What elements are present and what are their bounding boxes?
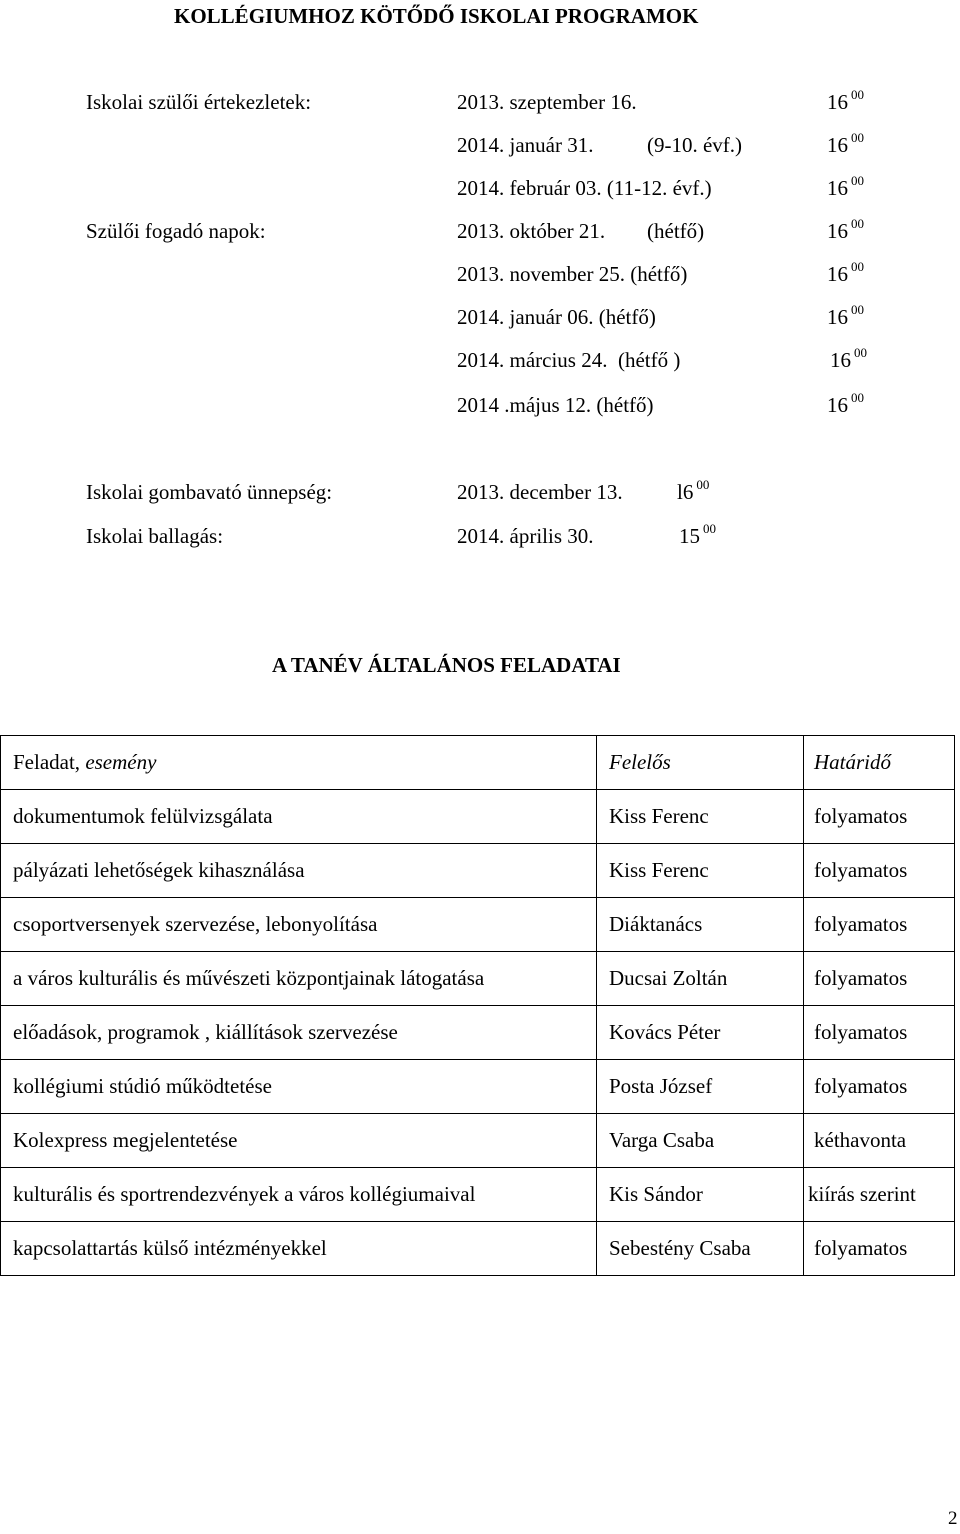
parent-meeting-date: 2014. február 03. (11-12. évf.) (457, 176, 712, 200)
reception-day-date: 2014 .május 12. (hétfő) (457, 393, 654, 417)
responsible-cell: Diáktanács (597, 898, 804, 952)
parent-meeting-time: 16 $^{00}$ (827, 130, 864, 157)
responsible-cell: Varga Csaba (597, 1114, 804, 1168)
deadline-cell: folyamatos (804, 1060, 955, 1114)
event-date: 2014. április 30. (457, 524, 594, 548)
deadline-cell: folyamatos (804, 1222, 955, 1276)
deadline-cell: folyamatos (804, 790, 955, 844)
task-cell: pályázati lehetőségek kihasználása (1, 844, 597, 898)
reception-day-time: 16 $^{00}$ (827, 216, 864, 243)
table-row (1, 1060, 955, 1114)
table-row (1, 952, 955, 1006)
table-row (1, 898, 955, 952)
table-row (1, 1222, 955, 1276)
parent-meeting-date: 2013. szeptember 16. (457, 90, 637, 114)
table-row (1, 1006, 955, 1060)
table-row (1, 1114, 955, 1168)
tasks-table (0, 735, 955, 1276)
deadline-column-header: Határidő (804, 736, 955, 790)
event-time: l6 $^{00}$ (677, 477, 710, 504)
responsible-cell: Kiss Ferenc (597, 790, 804, 844)
table-row (1, 1168, 955, 1222)
task-cell: kulturális és sportrendezvények a város kollégiumaival (1, 1168, 597, 1222)
deadline-cell: kiírás szerint (804, 1168, 955, 1222)
task-cell: a város kulturális és művészeti központjainak látogatása (1, 952, 597, 1006)
deadline-cell: folyamatos (804, 952, 955, 1006)
reception-day-date: 2014. március 24. (hétfő ) (457, 348, 681, 372)
parent-meeting-time: 16 $^{00}$ (827, 173, 864, 200)
tasks-heading: A TANÉV ÁLTALÁNOS FELADATAI (272, 653, 621, 677)
responsible-cell: Kis Sándor (597, 1168, 804, 1222)
table-header-row (1, 736, 955, 790)
event-time: 15 $^{00}$ (679, 521, 716, 548)
deadline-cell: folyamatos (804, 844, 955, 898)
reception-day-note: (hétfő) (647, 219, 705, 243)
reception-day-time: 16 $^{00}$ (827, 390, 864, 417)
reception-day-time: 16 $^{00}$ (827, 259, 864, 286)
task-cell: dokumentumok felülvizsgálata (1, 790, 597, 844)
responsible-cell: Kovács Péter (597, 1006, 804, 1060)
responsible-cell: Sebestény Csaba (597, 1222, 804, 1276)
task-cell: kollégiumi stúdió működtetése (1, 1060, 597, 1114)
responsible-column-header: Felelős (597, 736, 804, 790)
table-row (1, 790, 955, 844)
reception-day-time: 16 $^{00}$ (830, 345, 867, 372)
reception-day-date: 2013. október 21. (457, 219, 606, 243)
event-label: Iskolai gombavató ünnepség: (86, 480, 333, 504)
event-date: 2013. december 13. (457, 480, 623, 504)
page-heading: KOLLÉGIUMHOZ KÖTŐDŐ ISKOLAI PROGRAMOK (174, 4, 699, 28)
table-row (1, 844, 955, 898)
reception-day-time: 16 $^{00}$ (827, 302, 864, 329)
parent-meeting-note: (9-10. évf.) (647, 133, 743, 157)
reception-day-date: 2014. január 06. (hétfő) (457, 305, 656, 329)
responsible-cell: Ducsai Zoltán (597, 952, 804, 1006)
responsible-cell: Kiss Ferenc (597, 844, 804, 898)
parent-meeting-date: 2014. január 31. (457, 133, 594, 157)
page-number: 2 (948, 1508, 958, 1529)
responsible-cell: Posta József (597, 1060, 804, 1114)
event-label: Iskolai ballagás: (86, 524, 224, 548)
reception-day-date: 2013. november 25. (hétfő) (457, 262, 688, 286)
parent-meeting-time: 16 $^{00}$ (827, 87, 864, 114)
task-column-header: Feladat, esemény (1, 736, 597, 790)
task-cell: kapcsolattartás külső intézményekkel (1, 1222, 597, 1276)
task-cell: csoportversenyek szervezése, lebonyolítása (1, 898, 597, 952)
deadline-cell: kéthavonta (804, 1114, 955, 1168)
deadline-cell: folyamatos (804, 898, 955, 952)
parent-meetings-label: Iskolai szülői értekezletek: (86, 90, 312, 114)
task-cell: előadások, programok , kiállítások szervezése (1, 1006, 597, 1060)
task-cell: Kolexpress megjelentetése (1, 1114, 597, 1168)
reception-days-label: Szülői fogadó napok: (86, 219, 266, 243)
deadline-cell: folyamatos (804, 1006, 955, 1060)
